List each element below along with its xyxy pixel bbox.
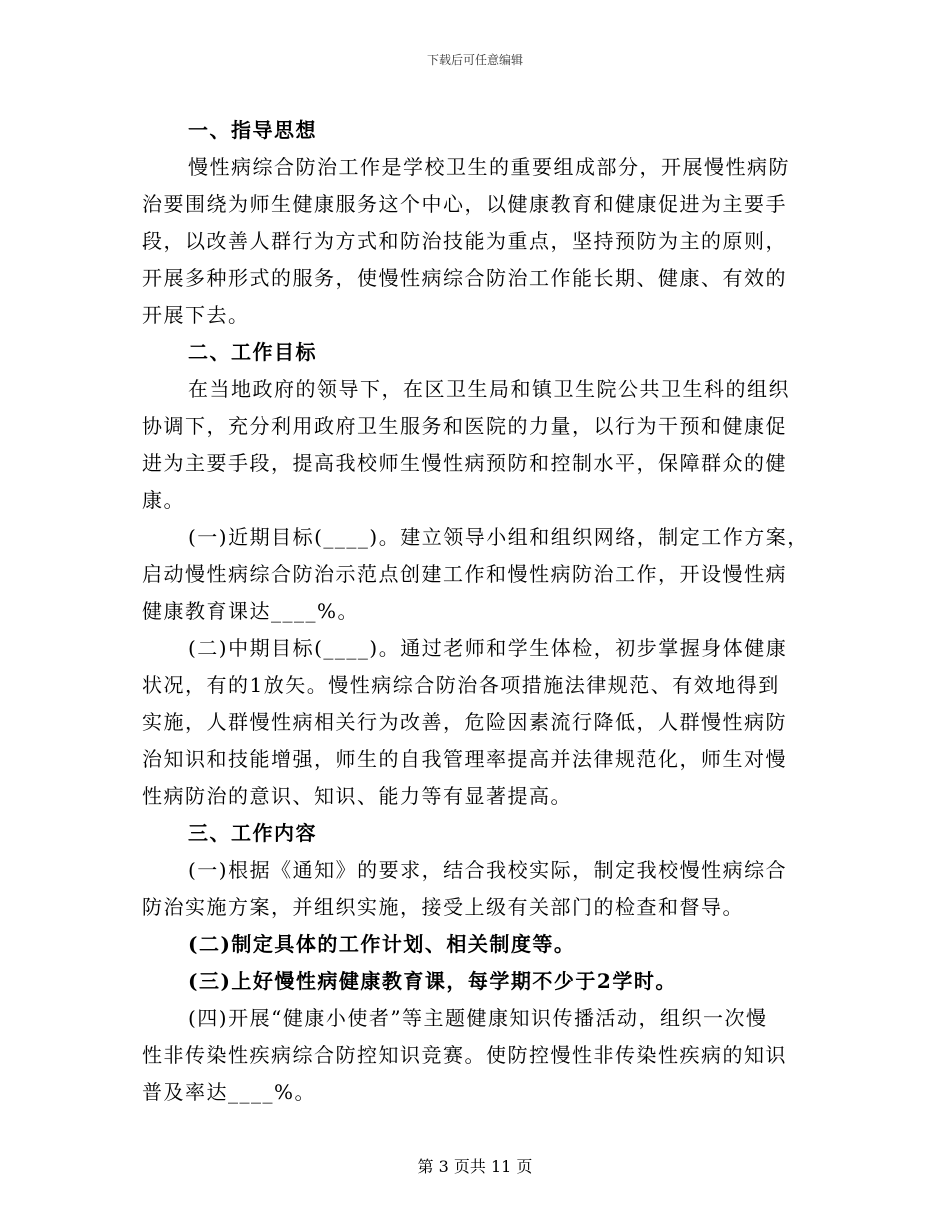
paragraph-line: 健康教育课达____%。 bbox=[142, 599, 360, 623]
paragraph-line: 防治实施方案，并组织实施，接受上级有关部门的检查和督导。 bbox=[142, 895, 744, 919]
page-footer: 第 3 页共 11 页 bbox=[417, 1157, 533, 1176]
paragraph-line: 慢性病综合防治工作是学校卫生的重要组成部分，开展慢性病防 bbox=[188, 155, 790, 179]
paragraph-line: 性病防治的意识、知识、能力等有显著提高。 bbox=[142, 784, 572, 808]
paragraph-line-health-class: (三)上好慢性病健康教育课，每学期不少于2学时。 bbox=[188, 969, 677, 993]
paragraph-line: 性非传染性疾病综合防控知识竞赛。使防控慢性非传染性疾病的知识 bbox=[142, 1043, 787, 1067]
paragraph-line: 在当地政府的领导下，在区卫生局和镇卫生院公共卫生科的组织 bbox=[188, 377, 790, 401]
paragraph-line: 实施，人群慢性病相关行为改善，危险因素流行降低，人群慢性病防 bbox=[142, 710, 787, 734]
paragraph-line: 进为主要手段，提高我校师生慢性病预防和控制水平，保障群众的健 bbox=[142, 451, 787, 475]
paragraph-line: 开展多种形式的服务，使慢性病综合防治工作能长期、健康、有效的 bbox=[142, 266, 787, 290]
section-heading-work-goals: 二、工作目标 bbox=[188, 340, 317, 364]
paragraph-line-near-term-goal: (一)近期目标(____)。建立领导小组和组织网络，制定工作方案， bbox=[188, 525, 809, 549]
section-heading-guiding-thought: 一、指导思想 bbox=[188, 118, 317, 142]
paragraph-line: 治要围绕为师生健康服务这个中心，以健康教育和健康促进为主要手 bbox=[142, 192, 787, 216]
paragraph-line: 状况，有的1放矢。慢性病综合防治各项措施法律规范、有效地得到 bbox=[142, 673, 780, 697]
paragraph-line: 治知识和技能增强，师生的自我管理率提高并法律规范化，师生对慢 bbox=[142, 747, 787, 771]
paragraph-line: (一)根据《通知》的要求，结合我校实际，制定我校慢性病综合 bbox=[188, 858, 788, 882]
header-note: 下载后可任意编辑 bbox=[426, 53, 523, 67]
paragraph-line: 协调下，充分利用政府卫生服务和医院的力量，以行为干预和健康促 bbox=[142, 414, 787, 438]
document-body bbox=[142, 112, 809, 1111]
paragraph-line: 开展下去。 bbox=[142, 303, 250, 327]
section-heading-work-content: 三、工作内容 bbox=[188, 821, 317, 845]
paragraph-line-work-plan: (二)制定具体的工作计划、相关制度等。 bbox=[188, 932, 576, 956]
paragraph-line: 普及率达____%。 bbox=[142, 1080, 317, 1104]
paragraph-line: 启动慢性病综合防治示范点创建工作和慢性病防治工作，开设慢性病 bbox=[142, 562, 787, 586]
paragraph-line: 康。 bbox=[142, 488, 185, 512]
paragraph-line-mid-term-goal: (二)中期目标(____)。通过老师和学生体检，初步掌握身体健康 bbox=[188, 636, 788, 660]
paragraph-line: 段，以改善人群行为方式和防治技能为重点，坚持预防为主的原则， bbox=[142, 229, 787, 253]
paragraph-line: (四)开展“健康小使者”等主题健康知识传播活动，组织一次慢 bbox=[188, 1006, 768, 1030]
